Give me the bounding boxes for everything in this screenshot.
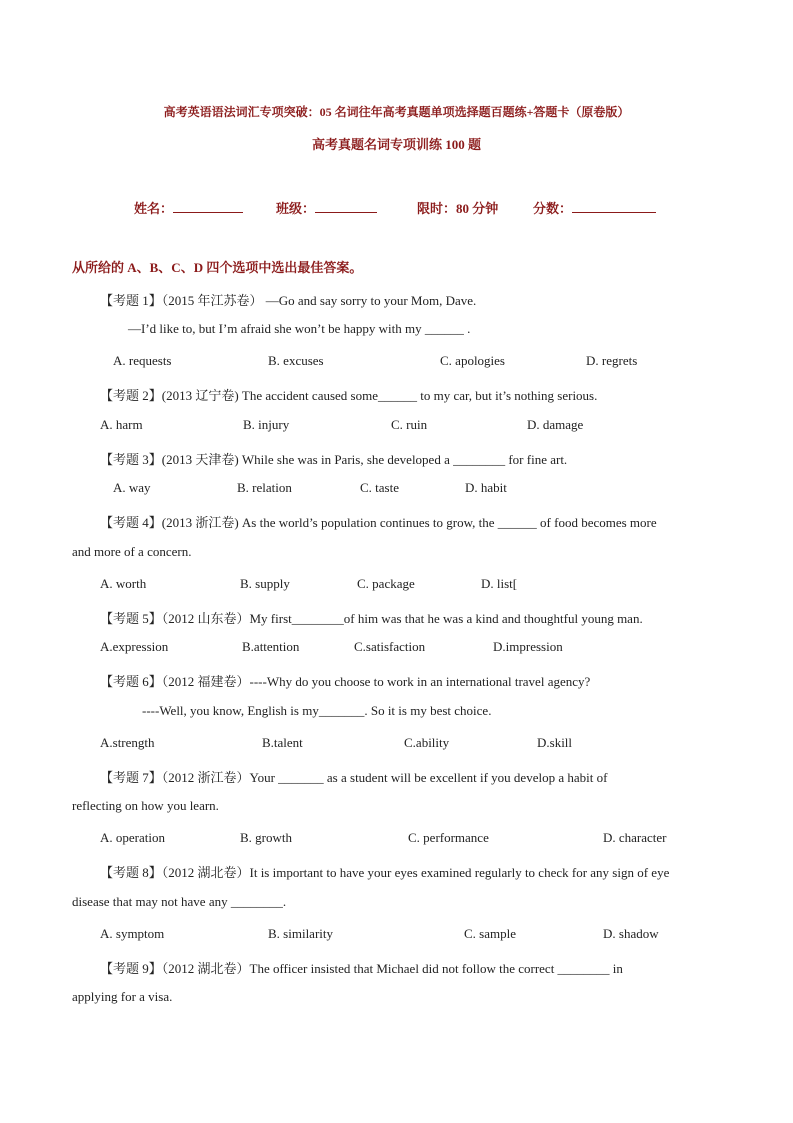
question-2-option-b: B. injury bbox=[243, 417, 290, 432]
question-5-option-b: B.attention bbox=[242, 639, 300, 654]
question-8-option-b: B. similarity bbox=[268, 926, 333, 941]
document-subtitle: 高考真题名词专项训练 100 题 bbox=[311, 137, 481, 152]
question-3-option-c: C. taste bbox=[360, 480, 399, 495]
question-3-option-a: A. way bbox=[113, 480, 151, 495]
question-6-option-a: A.strength bbox=[100, 735, 155, 750]
question-4-option-d: D. list[ bbox=[481, 576, 518, 591]
question-3-option-d: D. habit bbox=[465, 480, 507, 495]
question-5-stem: 【考题 5】（2012 山东卷）My first________of him was that he was a kind and thoughtful young man. bbox=[100, 611, 643, 626]
question-7-option-a: A. operation bbox=[100, 830, 165, 845]
question-8-stem: 【考题 8】（2012 湖北卷）It is important to have your eyes examined regularly to check for any sign of eye bbox=[100, 865, 670, 880]
name-field bbox=[134, 198, 243, 217]
question-7-option-c: C. performance bbox=[408, 830, 489, 845]
question-2-stem: 【考题 2】(2013 辽宁卷) The accident caused some______ to my car, but it’s nothing serious. bbox=[100, 388, 598, 403]
question-7-option-b: B. growth bbox=[240, 830, 292, 845]
name-label: 姓名： bbox=[134, 201, 174, 216]
time-limit: 限时：80 分钟 bbox=[417, 201, 499, 216]
score-label: 分数： bbox=[533, 201, 573, 216]
question-1-stem-cont: —I’d like to, but I’m afraid she won’t be happy with my ______ . bbox=[128, 321, 471, 336]
question-1-option-c: C. apologies bbox=[440, 353, 505, 368]
question-2-option-c: C. ruin bbox=[391, 417, 428, 432]
question-8-option-a: A. symptom bbox=[100, 926, 165, 941]
question-4-stem: 【考题 4】(2013 浙江卷) As the world’s population continues to grow, the ______ of food becomes more bbox=[100, 515, 657, 530]
question-7-stem: 【考题 7】（2012 浙江卷）Your _______ as a student will be excellent if you develop a habit of bbox=[100, 770, 608, 785]
question-6-option-d: D.skill bbox=[537, 735, 573, 750]
class-blank bbox=[315, 200, 377, 213]
score-field bbox=[533, 198, 656, 217]
question-5-option-a: A.expression bbox=[100, 639, 169, 654]
question-9-stem: 【考题 9】（2012 湖北卷）The officer insisted that Michael did not follow the correct ________ in bbox=[100, 961, 623, 976]
question-6-stem: 【考题 6】（2012 福建卷）----Why do you choose to work in an international travel agency? bbox=[100, 674, 591, 689]
question-5-option-c: C.satisfaction bbox=[354, 639, 426, 654]
question-1-stem: 【考题 1】（2015 年江苏卷） —Go and say sorry to your Mom, Dave. bbox=[100, 293, 477, 308]
name-blank bbox=[173, 200, 243, 213]
question-6-stem-cont: ----Well, you know, English is my_______. So it is my best choice. bbox=[142, 703, 492, 718]
question-2-option-a: A. harm bbox=[100, 417, 143, 432]
question-7-stem-cont: reflecting on how you learn. bbox=[72, 798, 219, 813]
question-3-option-b: B. relation bbox=[237, 480, 292, 495]
question-8-option-d: D. shadow bbox=[603, 926, 659, 941]
question-4-option-a: A. worth bbox=[100, 576, 147, 591]
question-9-stem-cont: applying for a visa. bbox=[72, 989, 173, 1004]
question-1-option-a: A. requests bbox=[113, 353, 172, 368]
class-label: 班级： bbox=[276, 201, 316, 216]
question-6-option-b: B.talent bbox=[262, 735, 303, 750]
document-title: 高考英语语法词汇专项突破：05 名词往年高考真题单项选择题百题练+答题卡（原卷版） bbox=[163, 105, 630, 119]
question-1-option-b: B. excuses bbox=[268, 353, 324, 368]
question-8-stem-cont: disease that may not have any ________. bbox=[72, 894, 287, 909]
question-1-option-d: D. regrets bbox=[586, 353, 638, 368]
question-8-option-c: C. sample bbox=[464, 926, 516, 941]
question-7-option-d: D. character bbox=[603, 830, 667, 845]
question-2-option-d: D. damage bbox=[527, 417, 584, 432]
class-field bbox=[276, 198, 377, 217]
question-4-option-b: B. supply bbox=[240, 576, 290, 591]
question-4-option-c: C. package bbox=[357, 576, 415, 591]
instruction: 从所给的 A、B、C、D 四个选项中选出最佳答案。 bbox=[72, 260, 363, 275]
question-4-stem-cont: and more of a concern. bbox=[72, 544, 192, 559]
question-5-option-d: D.impression bbox=[493, 639, 563, 654]
question-3-stem: 【考题 3】(2013 天津卷) While she was in Paris, she developed a ________ for fine art. bbox=[100, 452, 568, 467]
score-blank bbox=[572, 200, 656, 213]
question-6-option-c: C.ability bbox=[404, 735, 450, 750]
